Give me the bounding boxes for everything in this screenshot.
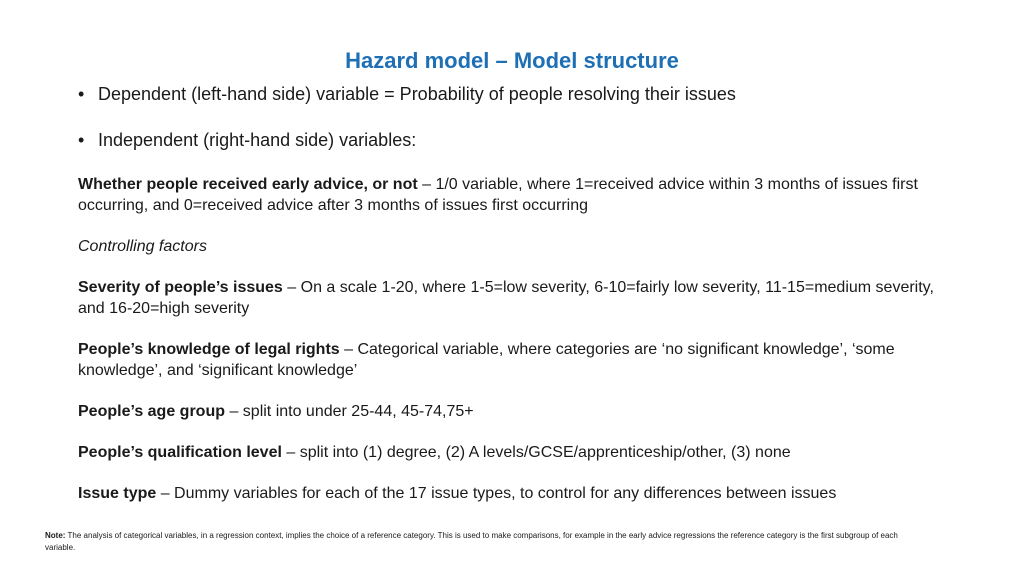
variable-description: – Dummy variables for each of the 17 issue types, to control for any differences between issues <box>156 485 837 502</box>
bullet-item-dependent <box>78 82 978 106</box>
slide-title: Hazard model – Model structure <box>345 48 679 73</box>
variable-description: – split into (1) degree, (2) A levels/GCSE/apprenticeship/other, (3) none <box>281 444 791 461</box>
variable-age-group <box>78 401 958 422</box>
variable-description: – Categorical variable, where categories are ‘no significant knowledge’, ‘some knowledge’, and ‘significant knowledge’ <box>78 341 895 379</box>
footnote-label: Note: <box>45 531 66 540</box>
variable-issue-type <box>78 483 958 504</box>
bullet-text: Dependent (left-hand side) variable = Probability of people resolving their issues <box>98 84 736 104</box>
footnote-text: The analysis of categorical variables, in a regression context, implies the choice of a reference category. This is used to make comparisons, for example in the early advice regressions the reference category is the first subgroup of each variable. <box>45 531 898 552</box>
bullet-text: Independent (right-hand side) variables: <box>98 130 417 150</box>
bullet-list <box>78 82 978 152</box>
variable-name: People’s age group <box>78 403 225 420</box>
variable-description: – split into under 25-44, 45-74,75+ <box>225 403 474 420</box>
footnote <box>45 530 925 554</box>
variable-legal-knowledge <box>78 339 958 381</box>
variable-name: Severity of people’s issues <box>78 279 283 296</box>
variable-name: People’s qualification level <box>78 444 282 461</box>
bullet-icon: • <box>78 84 85 104</box>
variable-description: – On a scale 1-20, where 1-5=low severity, 6-10=fairly low severity, 11-15=medium severity, and 16-20=high severity <box>78 279 934 317</box>
variable-name: People’s knowledge of legal rights <box>78 341 340 358</box>
variable-description: – 1/0 variable, where 1=received advice within 3 months of issues first occurring, and 0=received advice after 3 months of issues first occurring <box>78 176 918 214</box>
bullet-icon: • <box>78 130 85 150</box>
variable-qualification <box>78 442 958 463</box>
variable-name: Whether people received early advice, or not <box>78 176 418 193</box>
variables-list <box>78 174 958 524</box>
variable-early-advice <box>78 174 958 216</box>
bullet-item-independent <box>78 128 978 152</box>
variable-name: Issue type <box>78 485 157 502</box>
variable-severity <box>78 277 958 319</box>
section-heading-controlling-factors: Controlling factors <box>78 238 207 255</box>
